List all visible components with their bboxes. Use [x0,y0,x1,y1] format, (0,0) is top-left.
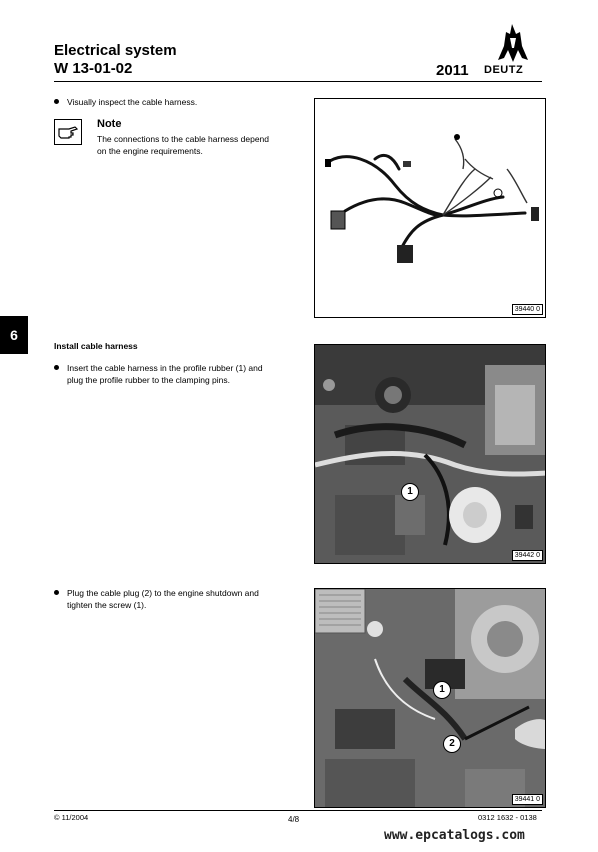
callout-2: 2 [443,735,461,753]
brand-name: DEUTZ [484,64,524,76]
document-code: W 13-01-02 [54,60,133,77]
step-line: tighten the screw (1). [67,600,147,610]
figure-cable-harness [314,98,546,318]
step-line: Insert the cable harness in the profile rubber (1) and [67,363,263,373]
figure-number: 39442 0 [512,550,543,561]
note-heading: Note [97,118,122,130]
step-line: plug the profile rubber to the clamping pins. [67,375,231,385]
note-line: The connections to the cable harness depend [97,134,270,144]
step-text: Visually inspect the cable harness. [67,97,198,107]
note-line: on the engine requirements. [97,146,203,156]
note-text [97,133,269,157]
step-line: Plug the cable plug (2) to the engine shutdown and [67,588,259,598]
pointing-hand-icon [54,119,82,145]
callout-1: 1 [433,681,451,699]
bullet-icon [54,99,59,104]
bullet-icon [54,590,59,595]
engine-model: 2011 [436,62,469,79]
footer-rule [54,810,542,811]
step-text [67,587,259,611]
figure-engine-shutdown [314,588,546,808]
section-heading: Install cable harness [54,341,138,351]
page-number: 4/8 [288,815,300,824]
figure-number: 39440 0 [512,304,543,315]
callout-1: 1 [401,483,419,501]
watermark-link[interactable]: www.epcatalogs.com [384,828,525,843]
figure-profile-rubber [314,344,546,564]
step-text [67,362,263,386]
footer-date: © 11/2004 [54,813,89,822]
section-title: Electrical system [54,42,177,59]
figure-number: 39441 0 [512,794,543,805]
header-rule [54,81,542,82]
chapter-tab: 6 [0,316,28,354]
document-number: 0312 1632 - 0138 [478,813,537,822]
bullet-icon [54,365,59,370]
